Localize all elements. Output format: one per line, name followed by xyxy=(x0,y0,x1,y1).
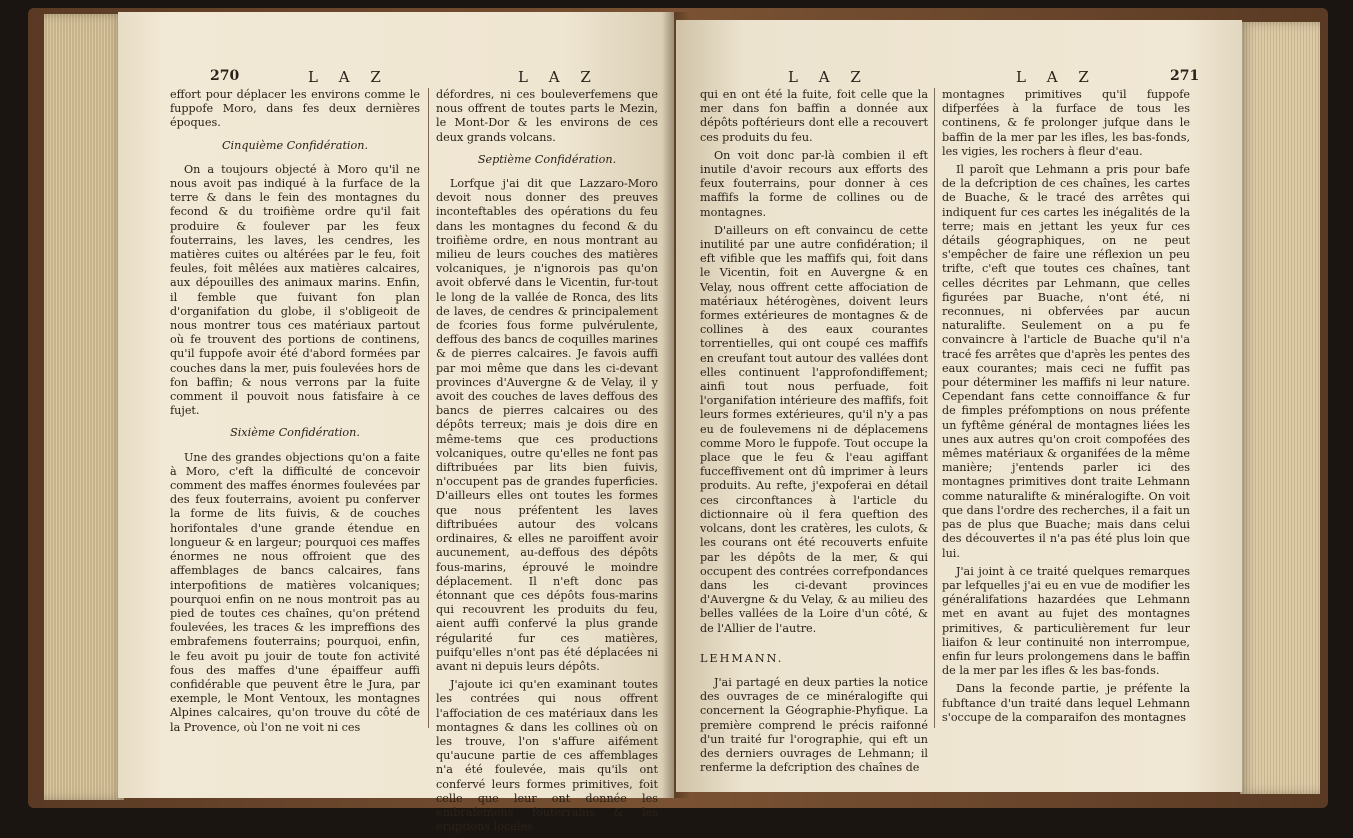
right-running-head-1: L A Z xyxy=(788,68,869,86)
paragraph: Lorfque j'ai dit que Lazzaro-Moro devoit nous donner des preuves inconteftables des opérations du feu dans les montagnes du fecond & du troifième ordre, en nous montrant au milieu de leurs couches des matières volcaniques, je n'ignorois pas qu'on avoit obfervé dans le Vicentin, fur-tout le long de la vallée de Ronca, des lits de laves, de cendres & principalement de fcories fous forme pulvérulente, deffous des bancs de coquilles marines & de pierres calcaires. Je favois auffi par moi même que dans les ci-devant provinces d'Auvergne & de Velay, il y avoit des couches de laves deffous des bancs de pierres calcaires ou des dépôts terreux; mais je dois dire en même-tems que ces productions volcaniques, outre qu'elles ne font pas diftribuées par lits bien fuivis, n'occupent pas de grandes fuperficies. D'ailleurs elles ont toutes les formes que nous préfentent les laves diftribuées autour des volcans ordinaires, & elles ne paroiffent avoir aucunement, au-deffous des dépôts fous-marins, éprouvé le moindre déplacement. Il n'eft donc pas étonnant que ces dépôts fous-marins qui recouvrent les produits du feu, aient auffi confervé la plus grande régularité fur ces matières, puifqu'elles n'ont pas été déplacées ni avant ni depuis leurs dépôts. xyxy=(436,177,658,673)
paragraph: On voit donc par-là combien il eft inutile d'avoir recours aux efforts des feux fouterrains, pour donner à ces maffifs la forme de collines ou de montagnes. xyxy=(700,148,928,219)
section-heading: LEHMANN. xyxy=(700,651,784,665)
left-page xyxy=(118,12,674,834)
left-page-edges xyxy=(44,14,124,800)
right-column-1 xyxy=(700,88,928,779)
paragraph: Dans la feconde partie, je préfente la fubftance d'un traité dans lequel Lehmann s'occupe de la comparaifon des montagnes xyxy=(942,682,1190,724)
right-column-2 xyxy=(942,88,1190,729)
left-column-2 xyxy=(436,88,658,838)
right-running-head-2: L A Z xyxy=(1016,68,1097,86)
paragraph: Il paroît que Lehmann a pris pour bafe de la defcription de ces chaînes, les cartes de Buache, & le tracé des arrêtes qui indiquent fur ces cartes les inégalités de la terre; mais en jettant les yeux fur ces détails géographiques, on ne peut s'empêcher de faire une réflexion un peu trifte, c'eft que toutes ces chaînes, tant celles décrites par Lehmann, que celles figurées par Buache, n'ont été, ni reconnues, ni obfervées par aucun naturalifte. Seulement on a pu fe convaincre à l'article de Buache qu'il n'a tracé fes arrêtes que d'après les pentes des eaux courantes; mais ceci ne fuffit pas pour déterminer les maffifs ni leur nature. Cependant fans cette connoiffance & fur de fimples préfomptions on nous préfente un fyftême général de montagnes liées les unes aux autres qu'on croit compofées des mêmes matériaux & organifées de la même manière; j'entends parler ici des montagnes primitives dont traite Lehmann comme naturalifte & minéralogifte. On voit que dans l'ordre des recherches, il a fait un pas de plus que Buache; mais dans celui des découvertes il n'a pas été plus loin que lui. xyxy=(942,163,1190,560)
section-title: Cinquième Confidération. xyxy=(221,138,369,152)
left-running-head-2: L A Z xyxy=(518,68,599,86)
section-title: Sixième Confidération. xyxy=(230,426,360,440)
right-page xyxy=(676,20,1242,792)
left-column-1 xyxy=(170,88,420,739)
left-running-head-1: L A Z xyxy=(308,68,389,86)
section-title: Septième Confidération. xyxy=(477,152,617,166)
paragraph: J'ai joint à ce traité quelques remarques par lefquelles j'ai eu en vue de modifier les généralifations hazardées que Lehmann met en avant au fujet des montagnes primitives, & particulièrement fur leur liaifon & leur continuité non interrompue, enfin fur leurs prolongemens dans le baffin de la mer par les ifles & les bas-fonds. xyxy=(942,564,1190,678)
paragraph: effort pour déplacer les environs comme le fuppofe Moro, dans fes deux dernières époques. xyxy=(170,88,420,130)
paragraph: montagnes primitives qu'il fuppofe difperfées à la furface de tous les continens, & fe prolonger jufque dans le baffin de la mer par les ifles, les bas-fonds, les vigies, les rochers à fleur d'eau. xyxy=(942,88,1190,158)
paragraph: D'ailleurs on eft convaincu de cette inutilité par une autre confidération; il eft vifible que les maffifs qui, foit dans le Vicentin, foit en Auvergne & en Velay, nous offrent cette affociation de matériaux hétérogènes, doivent leurs formes extérieures de montagnes & de collines à des eaux courantes torrentielles, qui ont coupé ces maffifs en creufant tout autour des vallées dont elles continuent l'approfondiffement; ainfi tout nous perfuade, foit l'organifation intérieure des maffifs, foit leurs formes extérieures, qu'il n'y a pas eu de foulevemens ni de déplacemens comme Moro le fuppofe. Tout occupe la place que le feu & l'eau agiffant fucceffivement ont dû imprimer à leurs produits. Au refte, j'expoferai en détail ces circonftances à l'article du dictionnaire où il fera queftion des volcans, dont les cratères, les culots, & les courans ont été recouverts enfuite par les dépôts de la mer, & qui occupent des contrées correfpondances dans les ci-devant provinces d'Auvergne & du Velay, & au milieu des belles vallées de la Loire d'un côté, & de l'Allier de l'autre. xyxy=(700,223,928,635)
paragraph: Une des grandes objections qu'on a faite à Moro, c'eft la difficulté de concevoir comment des maffes énormes foulevées par des feux fouterrains, avoient pu conferver la forme de lits fuivis, & de couches horifontales d'une grande étendue en longueur & en largeur; pourquoi ces maffes énormes ne nous offroient que des affemblages de bancs calcaires, fans interpofitions de matières volcaniques; pourquoi enfin on ne nous montroit pas au pied de toutes ces chaînes, qu'on prétend foulevées, les traces & les impreffions des embrafemens fouterrains; pourquoi, enfin, le feu avoit pu jouir de toute fon activité fous des maffes d'une épaiffeur auffi confidérable que peuvent être le Jura, par exemple, le Mont Ventoux, les montagnes Alpines calcaires, qu'on trouve du côté de la Provence, où l'on ne voit ni ces xyxy=(170,450,420,734)
right-page-number: 271 xyxy=(1170,68,1200,84)
paragraph: On a toujours objecté à Moro qu'il ne nous avoit pas indiqué à la furface de la terre & dans le fein des montagnes du fecond & du troifième ordre qu'il fait produire & foulever par les feux fouterrains, les laves, les cendres, les matières cuites ou altérées par le feu, foit feules, foit mêlées aux matières calcaires, aux dépouilles des animaux marins. Enfin, il femble que fuivant fon plan d'organifation du globe, il s'obligeoit de nous montrer tous ces matériaux partout où fe trouvent des portions de continens, qu'il fuppofe avoir été d'abord formées par couches dans la mer, puis foulevées hors de fon baffin; & nous verrons par la fuite comment il pouvoit nous fatisfaire à ce fujet. xyxy=(170,162,420,418)
paragraph: J'ajoute ici qu'en examinant toutes les contrées qui nous offrent l'affociation de ces matériaux dans les montagnes & dans les collines où on les trouve, l'on s'affure aifément qu'aucune partie de ces affemblages n'a été foulevée, mais qu'ils ont confervé leurs formes primitives, foit celle que leur ont donnée les embrafemens fouterrains & les éruptions locales xyxy=(436,678,658,834)
paragraph: J'ai partagé en deux parties la notice des ouvrages de ce minéralogifte qui concernent la Géographie-Phyfique. La première comprend le précis raifonné d'un traité fur l'orographie, qui eft un des derniers ouvrages de Lehmann; il renferme la defcription des chaînes de xyxy=(700,675,928,775)
right-page-edges xyxy=(1240,22,1320,794)
paragraph: qui en ont été la fuite, foit celle que la mer dans fon baffin a donnée aux dépôts poftérieurs dont elle a recouvert ces produits du feu. xyxy=(700,88,928,144)
paragraph: défordres, ni ces bouleverfemens que nous offrent de toutes parts le Mezin, le Mont-Dor & les environs de ces deux grands volcans. xyxy=(436,88,658,144)
left-page-number: 270 xyxy=(210,68,240,84)
column-rule xyxy=(934,88,935,728)
column-rule xyxy=(428,88,429,728)
